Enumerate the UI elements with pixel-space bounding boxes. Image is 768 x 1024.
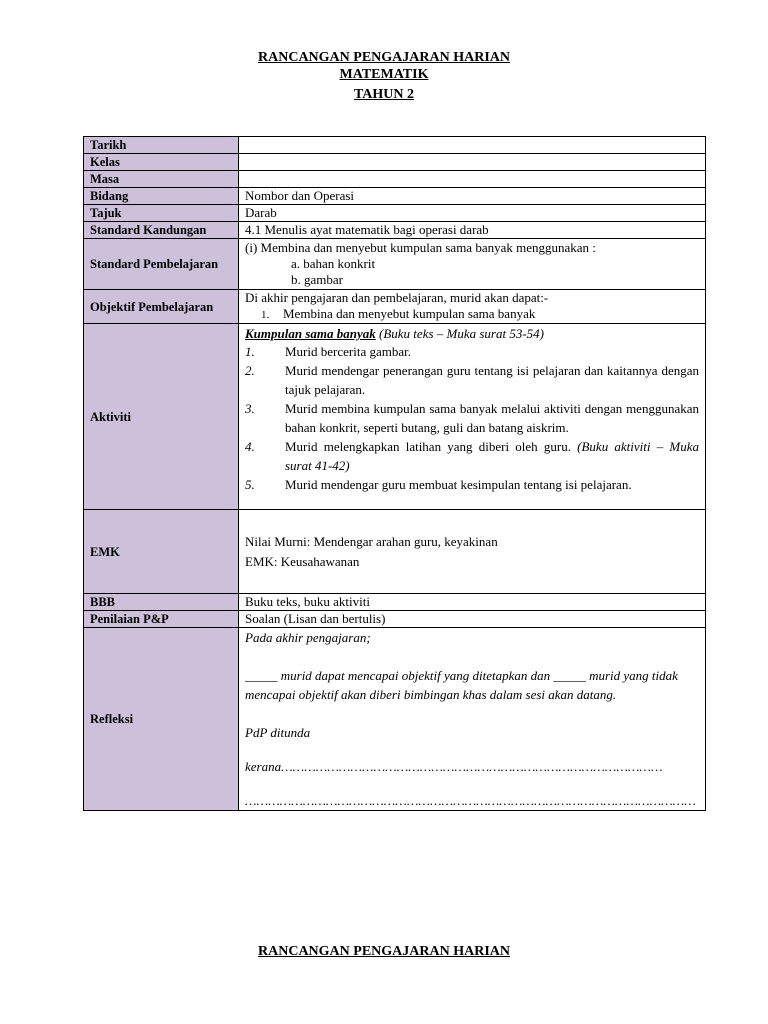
sp-line-2: a. bahan konkrit [291,256,376,271]
label-penilaian: Penilaian P&P [84,611,239,628]
row-kelas [84,154,706,171]
aktiviti-item-number: 5. [245,477,255,492]
label-aktiviti: Aktiviti [84,324,239,510]
objektif-item [245,306,699,323]
objektif-item-text: Membina dan menyebut kumpulan sama banyak [283,306,536,321]
label-standard-kandungan: Standard Kandungan [84,222,239,239]
aktiviti-heading [245,325,699,342]
aktiviti-item-number: 4. [245,439,255,454]
aktiviti-item-text: Murid mendengar guru membuat kesimpulan tentang isi pelajaran. [285,477,632,492]
value-tarikh [239,137,706,154]
row-objektif [84,290,706,324]
aktiviti-item-3 [245,399,699,437]
label-tajuk: Tajuk [84,205,239,222]
label-emk: EMK [84,510,239,594]
value-refleksi [239,628,706,811]
refleksi-line-4: kerana……………………………………………………………………………………… [245,759,663,774]
value-bbb: Buku teks, buku aktiviti [239,594,706,611]
refleksi-line-2: _____ murid dapat mencapai objektif yang ditetapkan dan _____ murid yang tidak mencapai objektif akan diberi bimbingan khas dalam sesi akan datang. [245,668,678,702]
refleksi-line-3: PdP ditunda [245,725,311,740]
aktiviti-item-text: Murid bercerita gambar. [285,344,411,359]
row-bbb [84,594,706,611]
row-bidang [84,188,706,205]
value-aktiviti [239,324,706,510]
value-standard-pembelajaran [239,239,706,290]
aktiviti-item-4-text: Murid melengkapkan latihan yang diberi oleh guru. [285,439,578,454]
objektif-item-number: 1. [261,309,270,321]
emk-line-1: Nilai Murni: Mendengar arahan guru, keyakinan [245,533,498,549]
row-aktiviti [84,324,706,510]
label-objektif: Objektif Pembelajaran [84,290,239,324]
aktiviti-heading-ref: (Buku teks – Muka surat 53-54) [375,326,545,341]
value-penilaian: Soalan (Lisan dan bertulis) [239,611,706,628]
sp-line-3: b. gambar [291,272,343,287]
objektif-line-1: Di akhir pengajaran dan pembelajaran, murid akan dapat:- [245,290,549,305]
row-standard-kandungan [84,222,706,239]
label-kelas: Kelas [84,154,239,171]
row-penilaian [84,611,706,628]
footer-title: RANCANGAN PENGAJARAN HARIAN [258,944,510,959]
label-standard-pembelajaran: Standard Pembelajaran [84,239,239,290]
row-standard-pembelajaran [84,239,706,290]
value-emk [239,510,706,594]
label-masa: Masa [84,171,239,188]
sp-line-1: (i) Membina dan menyebut kumpulan sama banyak menggunakan : [245,240,596,255]
value-kelas [239,154,706,171]
value-masa [239,171,706,188]
emk-line-2: EMK: Keusahawanan [245,553,360,569]
aktiviti-item-text: Murid mendengar penerangan guru tentang isi pelajaran dan kaitannya dengan tajuk pelajaran. [285,363,699,397]
aktiviti-item-2 [245,361,699,399]
value-bidang: Nombor dan Operasi [239,188,706,205]
aktiviti-item-4 [245,437,699,475]
aktiviti-item-number: 2. [245,363,255,378]
refleksi-line-5: ……………………………………………………………………………………………………… [245,793,696,808]
year-title: TAHUN 2 [353,87,415,102]
subject-title: MATEMATIK [339,67,429,82]
aktiviti-item-text [285,437,699,475]
lesson-plan-table [83,136,706,811]
aktiviti-item-1 [245,342,699,361]
aktiviti-item-5 [245,475,699,494]
row-emk [84,510,706,594]
document-title: RANCANGAN PENGAJARAN HARIAN [258,50,510,65]
aktiviti-heading-text: Kumpulan sama banyak [245,326,376,341]
aktiviti-item-number: 3. [245,401,255,416]
row-masa [84,171,706,188]
aktiviti-item-text: Murid membina kumpulan sama banyak melalui aktiviti dengan menggunakan bahan konkrit, seperti butang, guli dan batang aiskrim. [285,401,699,435]
label-tarikh: Tarikh [84,137,239,154]
row-tarikh [84,137,706,154]
refleksi-line-1: Pada akhir pengajaran; [245,630,371,645]
row-refleksi [84,628,706,811]
label-refleksi: Refleksi [84,628,239,811]
label-bbb: BBB [84,594,239,611]
aktiviti-item-number: 1. [245,344,255,359]
aktiviti-item-4-ref: (Buku aktiviti – Muka surat 41-42) [285,439,699,473]
value-standard-kandungan: 4.1 Menulis ayat matematik bagi operasi darab [239,222,706,239]
value-tajuk: Darab [239,205,706,222]
row-tajuk [84,205,706,222]
value-objektif [239,290,706,324]
label-bidang: Bidang [84,188,239,205]
